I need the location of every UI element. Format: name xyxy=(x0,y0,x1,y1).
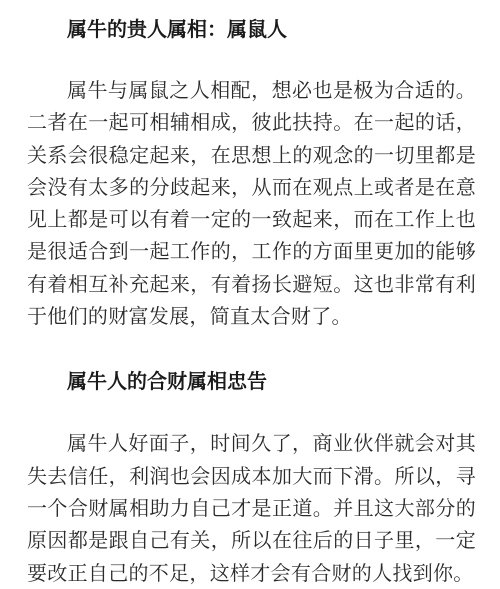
section-heading-hecai: 属牛人的合财属相忠告 xyxy=(67,369,267,394)
section-paragraph-guiren: 属牛与属鼠之人相配，想必也是极为合适的。二者在一起可相辅相成，彼此扶持。在一起的话，关系会很稳定起来，在思想上的观念的一切里都是会没有太多的分歧起来，从而在观点上或者是在意见上都是可以有着一定的一致起来，而在工作上也是很适合到一起工作的，工作的方面里更加的能够有着相互补充起来，有着扬长避短。这也非常有利于他们的财富发展，简直太合财了。 xyxy=(27,78,476,329)
section-paragraph-hecai: 属牛人好面子，时间久了，商业伙伴就会对其失去信任，利润也会因成本加大而下滑。所以，寻一个合财属相助力自己才是正道。并且这大部分的原因都是跟自己有关，所以在往后的日子里，一定要改正自己的不足，这样才会有合财的人找到你。 xyxy=(27,431,476,585)
section-heading-guiren: 属牛的贵人属相：属鼠人 xyxy=(67,17,287,41)
